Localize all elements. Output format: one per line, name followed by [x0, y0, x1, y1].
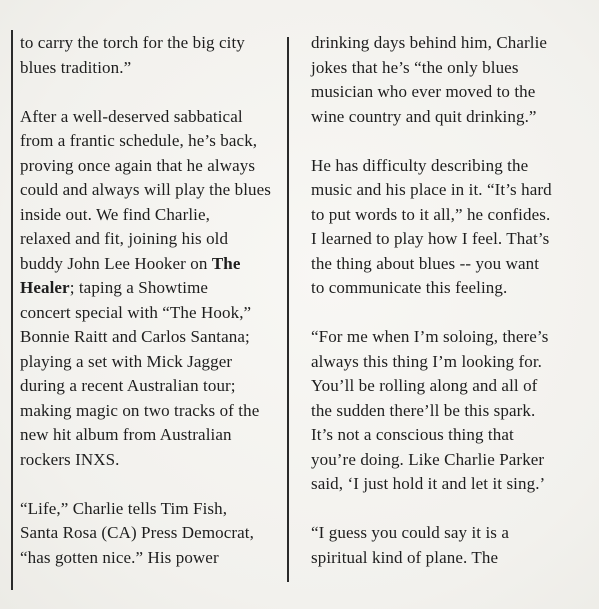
text-line: you’re doing. Like Charlie Parker	[311, 449, 545, 469]
left-column-rule	[11, 30, 13, 590]
text-line: playing a set with Mick Jagger	[20, 351, 233, 371]
paragraph-gap	[20, 80, 282, 105]
left-text-column	[20, 31, 282, 570]
text-line: He has difficulty describing the	[311, 155, 529, 175]
text-line: spiritual kind of plane. The	[311, 547, 499, 567]
text-line	[20, 276, 282, 301]
text-line: blues tradition.”	[20, 57, 132, 77]
text-line: You’ll be rolling along and all of	[311, 376, 538, 395]
paragraph-sabbatical	[20, 105, 282, 473]
text-line: said, ‘I just hold it and let it sing.’	[311, 474, 546, 493]
paragraph-drinking	[311, 31, 591, 129]
paragraph-spiritual	[311, 521, 591, 570]
text-line: drinking days behind him, Charlie	[311, 33, 548, 52]
text-line	[20, 252, 282, 277]
text-line: inside out. We find Charlie,	[20, 204, 210, 224]
text-line: concert special with “The Hook,”	[20, 302, 252, 322]
paragraph-soloing	[311, 325, 591, 497]
text-line: wine country and quit drinking.”	[311, 106, 537, 126]
paragraph-gap	[311, 497, 591, 522]
text-line: “I guess you could say it is a	[311, 523, 509, 542]
paragraph-torch	[20, 31, 282, 80]
text-line: relaxed and fit, joining his old	[20, 229, 229, 248]
text-line: “For me when I’m soloing, there’s	[311, 327, 549, 346]
paragraph-life	[20, 497, 282, 571]
album-title-bold: The	[211, 253, 241, 273]
text-line: “Life,” Charlie tells Tim Fish,	[20, 498, 228, 518]
text-line: during a recent Australian tour;	[20, 376, 236, 395]
text-line: musician who ever moved to the	[311, 82, 536, 101]
text-line: After a well-deserved sabbatical	[20, 106, 243, 126]
text-line: Bonnie Raitt and Carlos Santana;	[20, 327, 250, 346]
text-line: could and always will play the blues	[20, 180, 271, 199]
paragraph-difficulty	[311, 154, 591, 301]
text-line: music and his place in it. “It’s hard	[311, 180, 552, 199]
text-fragment: buddy John Lee Hooker on	[20, 253, 212, 273]
text-line: proving once again that he always	[20, 155, 256, 175]
text-line: I learned to play how I feel. That’s	[311, 229, 550, 248]
text-line: jokes that he’s “the only blues	[311, 57, 519, 77]
text-line: to put words to it all,” he confides.	[311, 204, 551, 224]
text-line: making magic on two tracks of the	[20, 400, 260, 420]
paragraph-gap	[311, 129, 591, 154]
paragraph-gap	[20, 472, 282, 497]
text-line: Santa Rosa (CA) Press Democrat,	[20, 523, 254, 542]
text-line: new hit album from Australian	[20, 425, 232, 444]
text-line: from a frantic schedule, he’s back,	[20, 131, 258, 150]
right-text-column	[311, 31, 591, 570]
text-line: to communicate this feeling.	[311, 278, 508, 297]
text-line: the thing about blues -- you want	[311, 253, 540, 273]
text-line: the sudden there’ll be this spark.	[311, 400, 536, 420]
text-line: to carry the torch for the big city	[20, 33, 245, 52]
album-title-bold: Healer	[20, 278, 70, 297]
text-line: “has gotten nice.” His power	[20, 547, 219, 567]
text-line: rockers INXS.	[20, 449, 120, 469]
text-line: It’s not a conscious thing that	[311, 425, 514, 444]
text-line: always this thing I’m looking for.	[311, 351, 542, 371]
center-column-rule	[287, 37, 289, 582]
text-fragment: ; taping a Showtime	[69, 278, 209, 297]
paragraph-gap	[311, 301, 591, 326]
